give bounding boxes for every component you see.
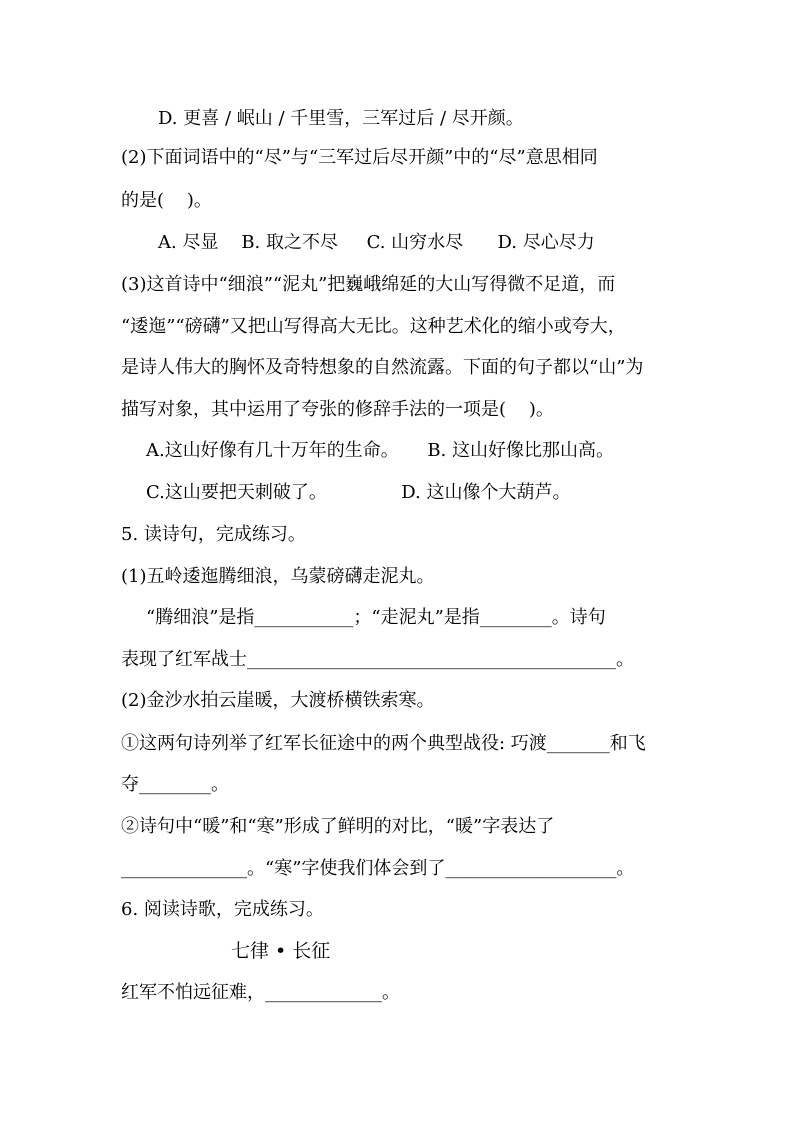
section-5-fill-2: 表现了红军战士_________________________________________。 xyxy=(121,649,634,670)
question-3-line-4: 描写对象，其中运用了夸张的修辞手法的一项是( )。 xyxy=(121,399,554,420)
question-2-options: A. 尽显 B. 取之不尽 C. 山穷水尽 D. 尽心尽力 xyxy=(158,232,595,253)
question-3-line-2: “逶迤”“磅礴”又把山写得高大无比。这种艺术化的缩小或夸大， xyxy=(121,316,626,337)
section-5-q1-line-2: 夺________。 xyxy=(121,774,229,795)
question-3-line-3: 是诗人伟大的胸怀及奇特想象的自然流露。下面的句子都以“山”为 xyxy=(121,357,644,378)
question-3-options-cd: C.这山要把天刺破了。 D. 这山像个大葫芦。 xyxy=(146,482,571,503)
section-5-heading: 5. 读诗句，完成练习。 xyxy=(121,524,306,545)
section-5-q2-line-2: ______________。“寒”字使我们体会到了___________________。 xyxy=(121,858,635,879)
section-5-q2-line-1: ②诗句中“暖”和“寒”形成了鲜明的对比，“暖”字表达了 xyxy=(121,816,555,837)
question-3-line-1: (3)这首诗中“细浪”“泥丸”把巍峨绵延的大山写得微不足道，而 xyxy=(121,274,616,295)
section-5-fill-1: “腾细浪”是指___________；“走泥丸”是指________。诗句 xyxy=(146,607,606,628)
question-2-line-2: 的是( )。 xyxy=(121,190,212,211)
poem-title: 七律 • 长征 xyxy=(231,940,331,962)
section-6-heading: 6. 阅读诗歌，完成练习。 xyxy=(121,899,324,920)
section-5-poem-2: (2)金沙水拍云崖暖，大渡桥横铁索寒。 xyxy=(121,690,435,711)
section-5-poem-1: (1)五岭逶迤腾细浪，乌蒙磅礴走泥丸。 xyxy=(121,566,435,587)
poem-line-1: 红军不怕远征难，_____________。 xyxy=(121,982,400,1003)
question-2-line-1: (2)下面词语中的“尽”与“三军过后尽开颜”中的“尽”意思相同 xyxy=(121,147,598,168)
question-3-options-ab: A.这山好像有几十万年的生命。 B. 这山好像比那山高。 xyxy=(146,440,614,461)
line-d-option: D. 更喜 / 岷山 / 千里雪，三军过后 / 尽开颜。 xyxy=(158,108,524,129)
section-5-q1-line-1: ①这两句诗列举了红军长征途中的两个典型战役: 巧渡_______和飞 xyxy=(121,733,646,754)
